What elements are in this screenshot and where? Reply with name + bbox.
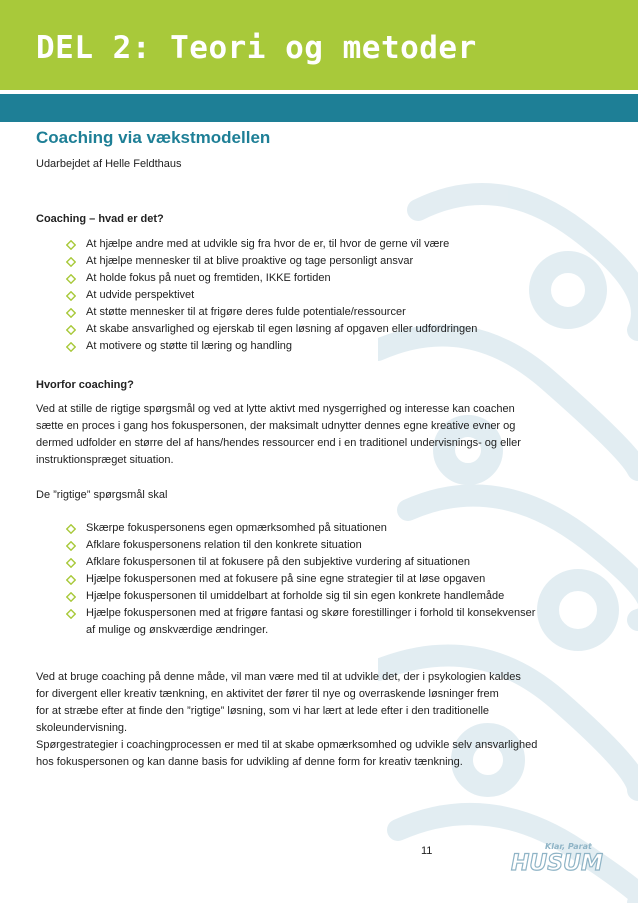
list-item: At holde fokus på nuet og fremtiden, IKKE fortiden bbox=[66, 270, 477, 287]
diamond-bullet-icon bbox=[66, 592, 76, 602]
list-item: Hjælpe fokuspersonen med at frigøre fantasi og skøre forestillinger i forhold til konsekvenser bbox=[66, 605, 535, 622]
what-heading: Coaching – hvad er det? bbox=[36, 213, 164, 225]
list-item: At skabe ansvarlighed og ejerskab til egen løsning af opgaven eller udfordringen bbox=[66, 321, 477, 338]
section-title: Coaching via vækstmodellen bbox=[36, 128, 271, 147]
list-item: Hjælpe fokuspersonen til umiddelbart at forholde sig til sin egen konkrete handlemåde bbox=[66, 588, 535, 605]
list-item: Afklare fokuspersonen til at fokusere på den subjektive vurdering af situationen bbox=[66, 554, 535, 571]
closing-paragraph bbox=[36, 669, 606, 771]
questions-list bbox=[66, 520, 535, 639]
diamond-bullet-icon bbox=[66, 308, 76, 318]
text-line: for at stræbe efter at finde den ”rigtige” løsning, som vi har lært at lede efter i den traditionelle bbox=[36, 705, 490, 717]
logo-tagline: Klar, Parat bbox=[545, 842, 592, 851]
diamond-bullet-icon bbox=[66, 558, 76, 568]
logo-wordmark: HUSUM bbox=[511, 851, 603, 876]
diamond-bullet-icon bbox=[66, 342, 76, 352]
header-band bbox=[0, 0, 638, 90]
list-item: At hjælpe mennesker til at blive proaktive og tage personligt ansvar bbox=[66, 253, 477, 270]
diamond-bullet-icon bbox=[66, 541, 76, 551]
diamond-bullet-icon bbox=[66, 575, 76, 585]
list-item: At motivere og støtte til læring og handling bbox=[66, 338, 477, 355]
text-line: sætte en proces i gang hos fokuspersonen, der maksimalt udnytter dennes egne kreative evner og bbox=[36, 420, 516, 432]
text-line: Ved at stille de rigtige spørgsmål og ved at lytte aktivt med nysgerrighed og interesse kan coachen bbox=[36, 403, 515, 415]
questions-intro: De ”rigtige” spørgsmål skal bbox=[36, 489, 168, 501]
text-line: skoleundervisning. bbox=[36, 722, 128, 734]
page-title: DEL 2: Teori og metoder bbox=[36, 30, 477, 66]
list-item-continuation: af mulige og ønskværdige ændringer. bbox=[86, 624, 269, 636]
author-line: Udarbejdet af Helle Feldthaus bbox=[36, 158, 182, 170]
diamond-bullet-icon bbox=[66, 240, 76, 250]
list-item: Hjælpe fokuspersonen med at fokusere på sine egne strategier til at løse opgaven bbox=[66, 571, 535, 588]
list-item: At hjælpe andre med at udvikle sig fra hvor de er, til hvor de gerne vil være bbox=[66, 236, 477, 253]
list-item: Skærpe fokuspersonens egen opmærksomhed på situationen bbox=[66, 520, 535, 537]
what-list bbox=[66, 236, 477, 355]
text-line: hos fokuspersonen og kan danne basis for udvikling af denne form for kreativ tænkning. bbox=[36, 756, 463, 768]
list-item: At udvide perspektivet bbox=[66, 287, 477, 304]
diamond-bullet-icon bbox=[66, 524, 76, 534]
text-line: Ved at bruge coaching på denne måde, vil man være med til at udvikle det, der i psykologien kaldes bbox=[36, 671, 521, 683]
diamond-bullet-icon bbox=[66, 257, 76, 267]
text-line: instruktionspræget situation. bbox=[36, 454, 174, 466]
text-line: for divergent eller kreativ tænkning, en aktivitet der fører til nye og overraskende løsninger frem bbox=[36, 688, 499, 700]
text-line: dermed udfolder en større del af hans/hendes ressourcer end i en traditionel undervisnings- og eller bbox=[36, 437, 521, 449]
diamond-bullet-icon bbox=[66, 274, 76, 284]
diamond-bullet-icon bbox=[66, 291, 76, 301]
diamond-bullet-icon bbox=[66, 609, 76, 619]
diamond-bullet-icon bbox=[66, 325, 76, 335]
why-paragraph bbox=[36, 401, 606, 469]
list-item: At støtte mennesker til at frigøre deres fulde potentiale/ressourcer bbox=[66, 304, 477, 321]
page-number: 11 bbox=[421, 845, 433, 857]
list-item: Afklare fokuspersonens relation til den konkrete situation bbox=[66, 537, 535, 554]
why-heading: Hvorfor coaching? bbox=[36, 379, 134, 391]
husum-logo bbox=[505, 838, 613, 878]
header-accent-band bbox=[0, 94, 638, 122]
text-line: Spørgestrategier i coachingprocessen er med til at skabe opmærksomhed og udvikle selv ansvarlighed bbox=[36, 739, 538, 751]
